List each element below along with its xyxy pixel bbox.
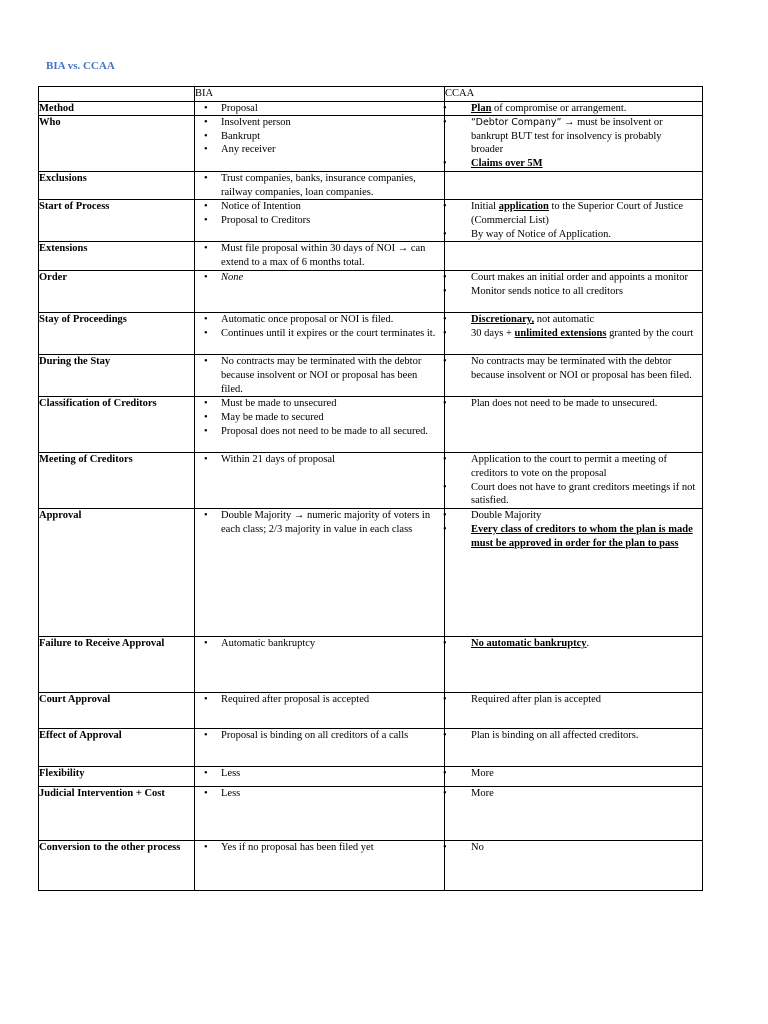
item-text: granted by the court (606, 327, 694, 339)
ccaa-list (445, 200, 702, 241)
list-item: • Less (195, 767, 444, 781)
bia-cell (195, 637, 445, 693)
bia-list (195, 767, 444, 781)
table-row (39, 509, 703, 637)
bia-cell (195, 729, 445, 767)
list-item: • Required after proposal is accepted (195, 693, 444, 707)
list-item: • Double Majority → numeric majority of voters in each class; 2/3 majority in value in each class (195, 509, 444, 536)
ccaa-cell (445, 693, 703, 729)
list-item (445, 637, 702, 651)
table-row (39, 453, 703, 509)
list-item: • Yes if no proposal has been filed yet (195, 841, 444, 855)
bia-list (195, 102, 444, 116)
item-text: to the Superior Court of Justice (Commercial List) (471, 201, 684, 226)
ccaa-list (445, 729, 702, 743)
row-label: Failure to Receive Approval (39, 637, 195, 693)
document-title: BIA vs. CCAA (46, 60, 115, 72)
item-emphasis: Discretionary, (471, 314, 535, 326)
ccaa-cell (445, 101, 703, 116)
list-item: • Court makes an initial order and appoints a monitor (445, 271, 702, 285)
list-item: • Proposal does not need to be made to all secured. (195, 425, 444, 439)
list-item (445, 327, 702, 341)
list-item (445, 313, 702, 327)
item-emphasis: No automatic bankruptcy (471, 638, 587, 650)
list-item: • Plan does not need to be made to unsecured. (445, 397, 702, 411)
row-label: Method (39, 101, 195, 116)
list-item: • Must file proposal within 30 days of NOI → can extend to a max of 6 months total. (195, 242, 444, 269)
table-row (39, 271, 703, 313)
bia-cell (195, 509, 445, 637)
bia-cell (195, 242, 445, 271)
list-item (445, 200, 702, 227)
ccaa-cell (445, 200, 703, 242)
table-row (39, 841, 703, 891)
list-item (445, 116, 702, 157)
ccaa-list (445, 767, 702, 781)
ccaa-cell (445, 841, 703, 891)
ccaa-list (445, 271, 702, 298)
ccaa-list (445, 841, 702, 855)
item-text: None (221, 272, 244, 284)
item-emphasis: Every class of creditors to whom the plan is made must be approved in order for the plan to pass (471, 523, 693, 549)
item-text: → must be insolvent or bankrupt BUT test for insolvency is probably broader (471, 117, 663, 156)
list-item: • Double Majority (445, 509, 702, 523)
bia-list (195, 637, 444, 651)
list-item: • More (445, 767, 702, 781)
comparison-table (38, 86, 703, 891)
ccaa-list (445, 453, 702, 507)
bia-list (195, 242, 444, 269)
list-item (445, 157, 702, 171)
bia-list (195, 841, 444, 855)
ccaa-list (445, 397, 702, 411)
bia-list (195, 116, 444, 157)
list-item: • Required after plan is accepted (445, 693, 702, 707)
bia-list (195, 509, 444, 536)
header-bia: BIA (195, 87, 445, 102)
bia-list (195, 355, 444, 396)
row-label: Exclusions (39, 172, 195, 200)
row-label: Stay of Proceedings (39, 313, 195, 355)
bia-list (195, 787, 444, 801)
row-label: Start of Process (39, 200, 195, 242)
table-row (39, 355, 703, 397)
ccaa-cell (445, 637, 703, 693)
table-row (39, 172, 703, 200)
table-row (39, 200, 703, 242)
item-text: Initial (471, 201, 499, 213)
list-item: • Insolvent person (195, 116, 444, 130)
item-emphasis: Claims over 5M (471, 157, 543, 169)
list-item: • Less (195, 787, 444, 801)
row-label: Judicial Intervention + Cost (39, 787, 195, 841)
list-item: • Proposal is binding on all creditors of a calls (195, 729, 444, 743)
list-item: • Trust companies, banks, insurance companies, railway companies, loan companies. (195, 172, 444, 199)
ccaa-cell (445, 172, 703, 200)
list-item: • Automatic bankruptcy (195, 637, 444, 651)
list-item: • Automatic once proposal or NOI is filed. (195, 313, 444, 327)
row-label: Conversion to the other process (39, 841, 195, 891)
bia-cell (195, 397, 445, 453)
list-item: • Any receiver (195, 143, 444, 157)
ccaa-list (445, 102, 702, 116)
list-item: • May be made to secured (195, 411, 444, 425)
header-blank (39, 87, 195, 102)
ccaa-cell (445, 509, 703, 637)
table-row (39, 116, 703, 172)
list-item (445, 523, 702, 550)
bia-list (195, 729, 444, 743)
bia-cell (195, 116, 445, 172)
list-item: • Proposal to Creditors (195, 214, 444, 228)
row-label: Flexibility (39, 767, 195, 787)
bia-cell (195, 693, 445, 729)
item-text: . (586, 638, 590, 650)
row-label: Order (39, 271, 195, 313)
row-label: Classification of Creditors (39, 397, 195, 453)
ccaa-list (445, 313, 702, 340)
bia-cell (195, 841, 445, 891)
item-emphasis: application (498, 201, 549, 213)
bia-cell (195, 271, 445, 313)
bia-cell (195, 355, 445, 397)
table-row (39, 767, 703, 787)
list-item (195, 271, 444, 285)
list-item: • Application to the court to permit a meeting of creditors to vote on the proposal (445, 453, 702, 480)
bia-cell (195, 313, 445, 355)
bia-cell (195, 767, 445, 787)
list-item: • More (445, 787, 702, 801)
row-label: Court Approval (39, 693, 195, 729)
bia-list (195, 271, 444, 285)
ccaa-cell (445, 453, 703, 509)
list-item: • Notice of Intention (195, 200, 444, 214)
list-item: • Monitor sends notice to all creditors (445, 285, 702, 299)
table-row (39, 397, 703, 453)
bia-cell (195, 172, 445, 200)
ccaa-cell (445, 787, 703, 841)
row-label: During the Stay (39, 355, 195, 397)
list-item: • No contracts may be terminated with the debtor because insolvent or NOI or proposal has been filed. (195, 355, 444, 396)
ccaa-cell (445, 729, 703, 767)
bia-list (195, 313, 444, 340)
row-label: Extensions (39, 242, 195, 271)
row-label: Effect of Approval (39, 729, 195, 767)
item-emphasis: unlimited extensions (514, 327, 607, 339)
row-label: Meeting of Creditors (39, 453, 195, 509)
table-row (39, 637, 703, 693)
bia-list (195, 453, 444, 467)
ccaa-list (445, 787, 702, 801)
item-text: not automatic (534, 314, 595, 326)
list-item: • No (445, 841, 702, 855)
bia-cell (195, 101, 445, 116)
bia-list (195, 693, 444, 707)
ccaa-cell (445, 116, 703, 172)
item-emphasis: Plan (471, 102, 492, 114)
item-text: of compromise or arrangement. (491, 102, 627, 114)
list-item (445, 102, 702, 116)
ccaa-list (445, 693, 702, 707)
bia-list (195, 397, 444, 438)
table-row (39, 729, 703, 767)
header-ccaa: CCAA (445, 87, 703, 102)
ccaa-cell (445, 242, 703, 271)
table-row (39, 313, 703, 355)
ccaa-cell (445, 313, 703, 355)
ccaa-cell (445, 397, 703, 453)
ccaa-list (445, 509, 702, 550)
row-label: Approval (39, 509, 195, 637)
table-row (39, 787, 703, 841)
list-item: • Proposal (195, 102, 444, 116)
ccaa-cell (445, 271, 703, 313)
list-item: • Plan is binding on all affected creditors. (445, 729, 702, 743)
list-item: • Must be made to unsecured (195, 397, 444, 411)
item-quote: “Debtor Company” (471, 117, 562, 129)
bia-cell (195, 787, 445, 841)
row-label: Who (39, 116, 195, 172)
ccaa-cell (445, 355, 703, 397)
list-item: • Continues until it expires or the court terminates it. (195, 327, 444, 341)
list-item: • No contracts may be terminated with the debtor because insolvent or NOI or proposal has been filed. (445, 355, 702, 382)
table-row (39, 693, 703, 729)
table-row (39, 242, 703, 271)
table-header-row (39, 87, 703, 102)
ccaa-list (445, 116, 702, 170)
bia-cell (195, 453, 445, 509)
bia-list (195, 200, 444, 227)
list-item: • Bankrupt (195, 130, 444, 144)
ccaa-list (445, 355, 702, 382)
ccaa-list (445, 637, 702, 651)
bia-cell (195, 200, 445, 242)
table-row (39, 101, 703, 116)
bia-list (195, 172, 444, 199)
list-item: • By way of Notice of Application. (445, 228, 702, 242)
item-text: 30 days + (471, 327, 515, 339)
ccaa-cell (445, 767, 703, 787)
list-item: • Court does not have to grant creditors meetings if not satisfied. (445, 481, 702, 508)
list-item: • Within 21 days of proposal (195, 453, 444, 467)
